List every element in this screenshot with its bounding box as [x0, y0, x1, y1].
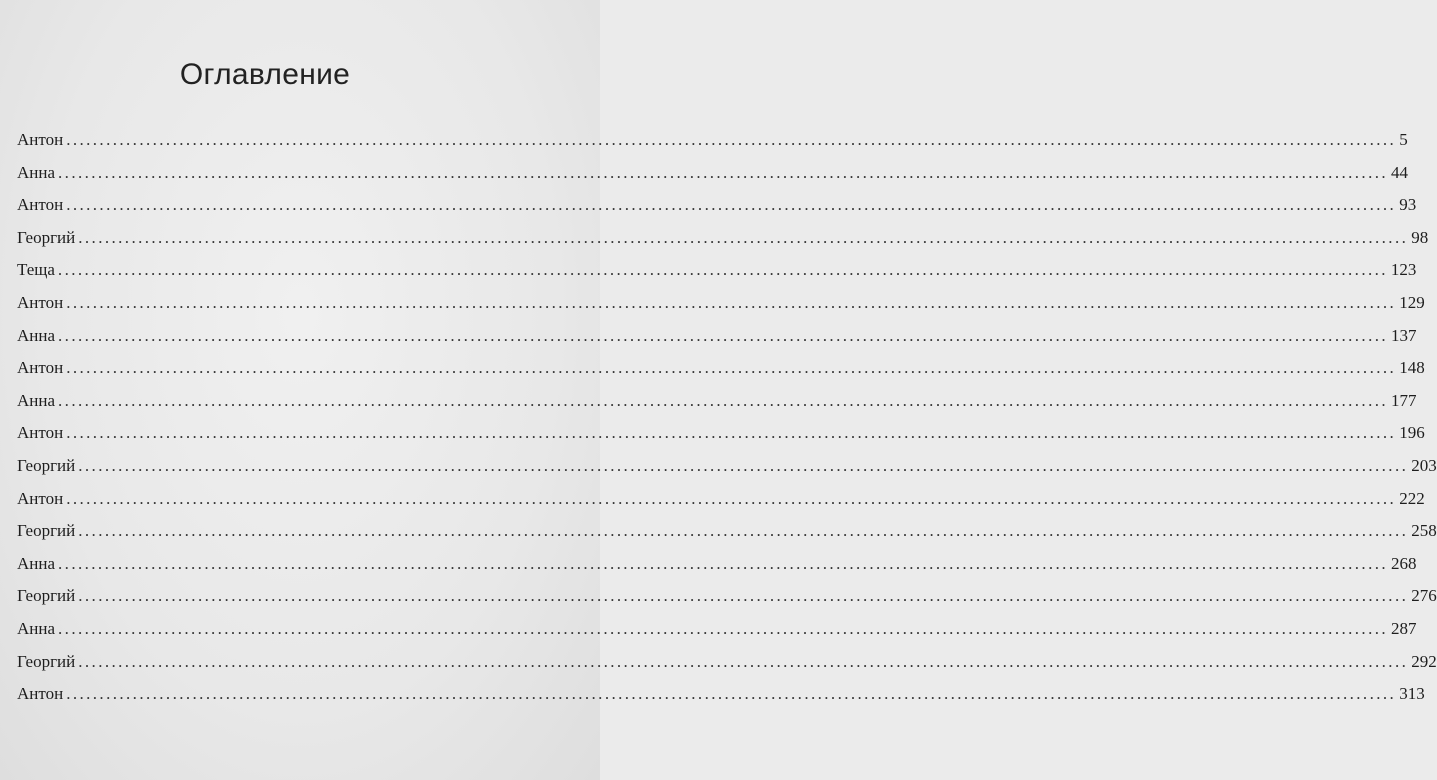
toc-entry [17, 157, 1409, 190]
dot-leader: ........................................................................................................................................................................................................ [66, 195, 1397, 215]
toc-entry [17, 580, 1437, 613]
toc-entry-label: Анна [17, 618, 56, 638]
toc-entry-page: 98 [1411, 227, 1429, 247]
toc-entry [17, 548, 1417, 581]
toc-entry-page: 129 [1399, 292, 1425, 312]
toc-entry-page: 177 [1391, 390, 1417, 410]
page-title: Оглавление [179, 58, 351, 91]
toc-entry-label: Антон [17, 488, 64, 508]
toc-entry-page: 268 [1391, 553, 1417, 573]
toc-entry [17, 189, 1417, 222]
toc-entry-label: Анна [17, 390, 56, 410]
toc-entry [17, 483, 1425, 516]
dot-leader: ........................................................................................................................................................................................................ [66, 488, 1397, 508]
dot-leader: ........................................................................................................................................................................................................ [58, 618, 1389, 638]
table-of-contents [17, 124, 1437, 711]
dot-leader: ........................................................................................................................................................................................................ [66, 130, 1397, 149]
dot-leader: ........................................................................................................................................................................................................ [66, 423, 1397, 443]
dot-leader: ........................................................................................................................................................................................................ [66, 684, 1397, 704]
toc-entry-page: 137 [1391, 325, 1417, 345]
toc-entry-page: 5 [1399, 130, 1408, 149]
toc-entry-page: 287 [1391, 618, 1417, 638]
toc-entry-page: 123 [1390, 260, 1417, 280]
dot-leader: ........................................................................................................................................................................................................ [78, 521, 1409, 541]
toc-entry [17, 254, 1417, 287]
toc-entry [17, 450, 1437, 483]
dot-leader: ........................................................................................................................................................................................................ [78, 651, 1409, 671]
toc-entry-label: Георгий [17, 227, 76, 247]
toc-entry-page: 258 [1411, 521, 1437, 541]
toc-entry-label: Георгий [17, 521, 76, 541]
dot-leader: ........................................................................................................................................................................................................ [58, 325, 1389, 345]
toc-entry [17, 678, 1425, 711]
toc-entry-label: Теща [17, 260, 55, 280]
dot-leader: ........................................................................................................................................................................................................ [78, 586, 1409, 606]
dot-leader: ........................................................................................................................................................................................................ [58, 162, 1389, 182]
toc-entry-page: 196 [1399, 423, 1425, 443]
toc-entry [17, 613, 1417, 646]
toc-entry-label: Антон [17, 684, 64, 704]
toc-entry-label: Антон [17, 195, 64, 215]
toc-entry-page: 44 [1391, 162, 1409, 182]
toc-entry-page: 148 [1399, 358, 1425, 378]
toc-entry-label: Георгий [17, 651, 76, 671]
toc-entry [17, 385, 1417, 418]
dot-leader: ........................................................................................................................................................................................................ [66, 358, 1397, 378]
toc-entry-page: 313 [1399, 684, 1425, 704]
toc-entry [17, 352, 1425, 385]
dot-leader: ........................................................................................................................................................................................................ [58, 390, 1389, 410]
toc-entry-label: Георгий [17, 455, 76, 475]
toc-entry [17, 320, 1417, 353]
toc-entry-label: Антон [17, 423, 64, 443]
toc-entry-label: Анна [17, 325, 56, 345]
toc-entry-page: 203 [1411, 455, 1437, 475]
dot-leader: ........................................................................................................................................................................................................ [58, 553, 1389, 573]
dot-leader: ........................................................................................................................................................................................................ [57, 260, 1388, 280]
toc-entry [17, 124, 1408, 157]
toc-entry-page: 222 [1399, 488, 1425, 508]
toc-entry-label: Антон [17, 358, 64, 378]
toc-entry-label: Анна [17, 162, 56, 182]
toc-entry-label: Антон [17, 292, 64, 312]
dot-leader: ........................................................................................................................................................................................................ [78, 455, 1409, 475]
toc-entry [17, 515, 1437, 548]
toc-entry-label: Георгий [17, 586, 76, 606]
toc-entry-page: 93 [1399, 195, 1417, 215]
toc-entry-page: 276 [1411, 586, 1437, 606]
toc-entry-label: Анна [17, 553, 56, 573]
dot-leader: ........................................................................................................................................................................................................ [78, 227, 1409, 247]
dot-leader: ........................................................................................................................................................................................................ [66, 292, 1397, 312]
toc-entry-page: 292 [1411, 651, 1437, 671]
toc-entry [17, 417, 1425, 450]
toc-entry-label: Антон [17, 130, 64, 149]
toc-entry [17, 222, 1429, 255]
toc-entry [17, 646, 1437, 679]
toc-entry [17, 287, 1425, 320]
